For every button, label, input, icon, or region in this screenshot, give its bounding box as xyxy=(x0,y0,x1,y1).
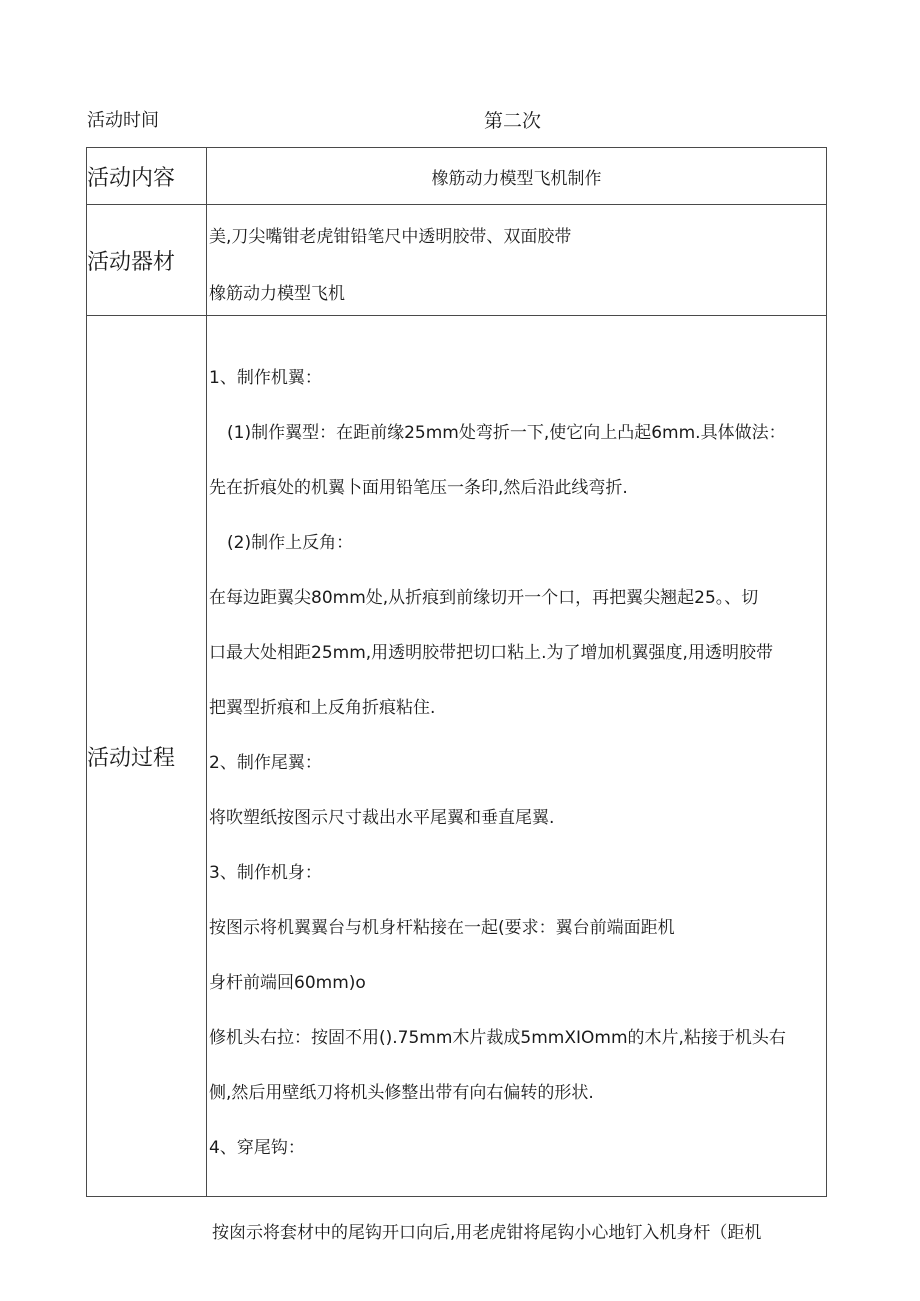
equipment-line: 橡筋动力模型飞机 xyxy=(209,283,345,304)
equipment-row xyxy=(87,205,827,316)
content-label: 活动内容 xyxy=(87,148,207,205)
process-step-heading: 4、穿尾钩： xyxy=(209,1138,305,1158)
content-row xyxy=(87,148,827,205)
activity-record-table xyxy=(86,147,827,1197)
equipment-line: 美,刀尖嘴钳老虎钳铅笔尺中透明胶带、双面胶带 xyxy=(209,226,572,247)
process-row xyxy=(87,316,827,1197)
equipment-label: 活动器材 xyxy=(87,205,207,316)
activity-time-label: 活动时间 xyxy=(87,110,159,131)
equipment-cell xyxy=(207,205,827,316)
content-value: 橡筋动力模型飞机制作 xyxy=(207,148,827,205)
process-line: 把翼型折痕和上反角折痕粘住. xyxy=(209,698,436,718)
activity-time-value: 第二次 xyxy=(484,110,542,132)
process-line: 口最大处相距25mm,用透明胶带把切口粘上.为了增加机翼强度,用透明胶带 xyxy=(209,643,773,663)
process-line: 在每边距翼尖80mm处,从折痕到前缘切开一个口，再把翼尖翘起25。、切 xyxy=(209,588,759,608)
continuation-text: 按囱示将套材中的尾钩开口向后,用老虎钳将尾钩小心地钉入机身杆（距机 xyxy=(212,1223,762,1243)
process-line: 修机头右拉：按固不用().75mm木片裁成5mmXIOmm的木片,粘接于机头右 xyxy=(209,1028,786,1048)
process-step-heading: 3、制作机身： xyxy=(209,863,322,883)
process-step-heading: 2、制作尾翼： xyxy=(209,753,322,773)
process-label: 活动过程 xyxy=(87,316,207,1197)
process-line: 将吹塑纸按图示尺寸裁出水平尾翼和垂直尾翼. xyxy=(209,808,555,828)
process-line: (2)制作上反角： xyxy=(227,533,354,553)
process-line: 按图示将机翼翼台与机身杆粘接在一起(要求：翼台前端面距机 xyxy=(209,918,675,938)
process-step-heading: 1、制作机翼： xyxy=(209,368,322,388)
process-line: (1)制作翼型：在距前缘25mm处弯折一下,使它向上凸起6mm.具体做法： xyxy=(227,423,786,443)
process-cell xyxy=(207,316,827,1197)
process-line: 先在折痕处的机翼卜面用铅笔压一条印,然后沿此线弯折. xyxy=(209,478,628,498)
process-line: 侧,然后用壁纸刀将机头修整出带有向右偏转的形状. xyxy=(209,1083,594,1103)
process-line: 身杆前端回60mm)o xyxy=(209,973,366,993)
